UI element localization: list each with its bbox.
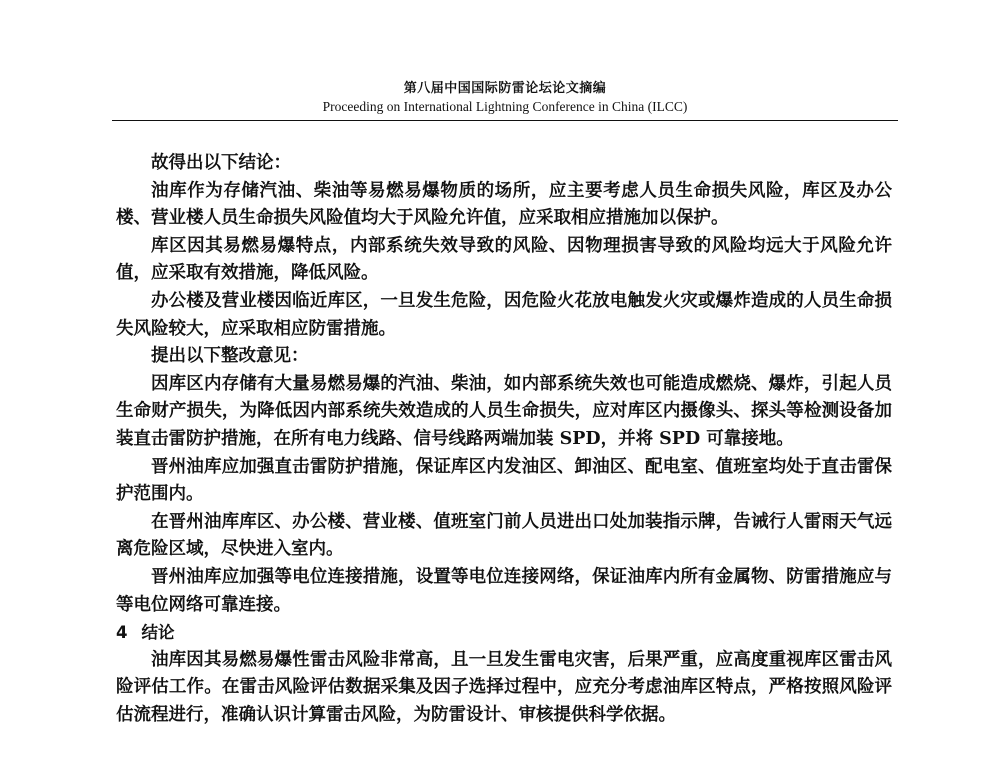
- section-heading: [116, 619, 892, 647]
- conclusion-paragraph-3: 办公楼及营业楼因临近库区，一旦发生危险，因危险火花放电触发火灾或爆炸造成的人员生命损失风险较大，应采取相应防雷措施。: [116, 290, 892, 339]
- suggestion-paragraph-2: 晋州油库应加强直击雷防护措施，保证库区内发油区、卸油区、配电室、值班室均处于直击雷保护范围内。: [116, 456, 892, 505]
- header-rule: [112, 120, 898, 121]
- conclusion-paragraph-2: 库区因其易燃易爆特点，内部系统失效导致的风险、因物理损害导致的风险均远大于风险允许值，应采取有效措施，降低风险。: [116, 235, 892, 284]
- conclusion-intro: 故得出以下结论：: [151, 153, 291, 173]
- header-title-english: Proceeding on International Lightning Conference in China (ILCC): [322, 99, 688, 114]
- running-header: [112, 80, 898, 116]
- suggestion-paragraph-3: 在晋州油库库区、办公楼、营业楼、值班室门前人员进出口处加装指示牌，告诫行人雷雨天气远离危险区域，尽快进入室内。: [116, 511, 892, 560]
- header-title-chinese: 第八届中国国际防雷论坛论文摘编: [403, 81, 607, 96]
- suggestion-intro: 提出以下整改意见：: [151, 346, 309, 367]
- section-title: 结论: [141, 623, 175, 643]
- suggestion-paragraph-1: 因库区内存储有大量易燃易爆的汽油、柴油，如内部系统失效也可能造成燃烧、爆炸，引起人员生命财产损失，为降低因内部系统失效造成的人员生命损失，应对库区内摄像头、探头等检测设备加装直击雷防护措施，在所有电力线路、信号线路两端加装 SPD，并将 SPD 可靠接地。: [116, 373, 892, 449]
- section4-paragraph: 油库因其易燃易爆性雷击风险非常高，且一旦发生雷电灾害，后果严重，应高度重视库区雷击风险评估工作。在雷击风险评估数据采集及因子选择过程中，应充分考虑油库区特点，严格按照风险评估流程进行，准确认识计算雷击风险，为防雷设计、审核提供科学依据。: [116, 649, 892, 725]
- section-number: 4: [116, 623, 128, 643]
- conclusion-paragraph-1: 油库作为存储汽油、柴油等易燃易爆物质的场所，应主要考虑人员生命损失风险，库区及办公楼、营业楼人员生命损失风险值均大于风险允许值，应采取相应措施加以保护。: [116, 180, 892, 229]
- suggestion-paragraph-4: 晋州油库应加强等电位连接措施，设置等电位连接网络，保证油库内所有金属物、防雷措施应与等电位网络可靠连接。: [116, 566, 892, 615]
- body-text: [116, 150, 892, 729]
